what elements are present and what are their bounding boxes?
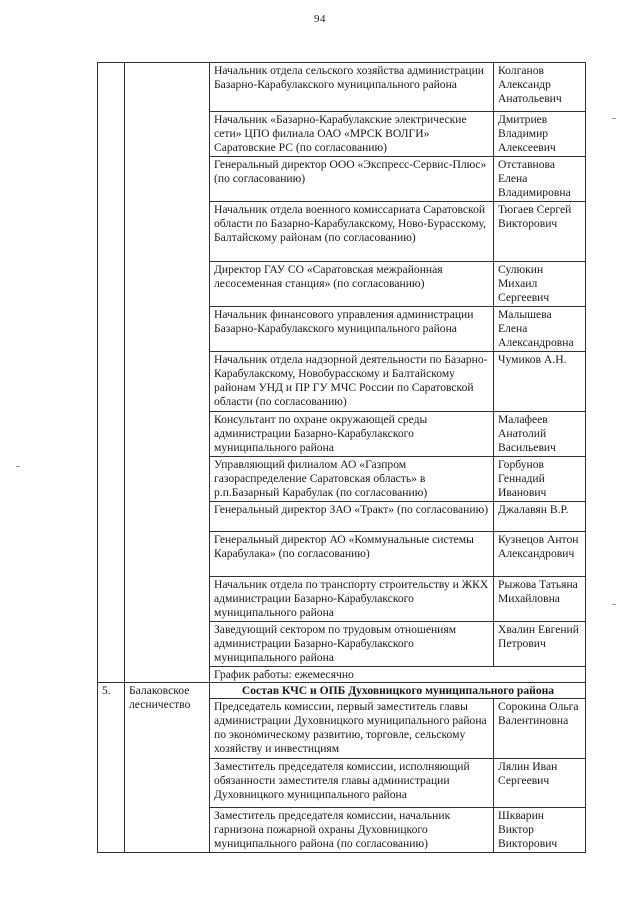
member-name-cell: Рыжова Татьяна Михайловна bbox=[494, 577, 586, 622]
number-cell bbox=[98, 63, 125, 683]
section-title-row bbox=[98, 682, 586, 698]
position-cell: Заместитель председателя комиссии, исполняющий обязанности заместителя главы администрации Духовницкого муниципального района bbox=[210, 758, 494, 807]
section-organization: Балаковское лесничество bbox=[125, 682, 210, 852]
member-name-cell: Джалавян В.Р. bbox=[494, 502, 586, 532]
position-cell: Заведующий сектором по трудовым отношениям администрации Базарно-Карабулакского муниципального района bbox=[210, 622, 494, 667]
member-name-cell: Хвалин Евгений Петрович bbox=[494, 622, 586, 667]
schedule-cell: График работы: ежемесячно bbox=[210, 667, 586, 683]
position-cell: Генеральный директор ЗАО «Тракт» (по согласованию) bbox=[210, 502, 494, 532]
scan-mark bbox=[612, 118, 616, 119]
member-name-cell: Горбунов Геннадий Иванович bbox=[494, 457, 586, 502]
member-name-cell: Колганов Александр Анатольевич bbox=[494, 63, 586, 112]
position-cell: Начальник отдела надзорной деятельности по Базарно-Карабулакскому, Новобурасскому и Балтайскому районам УНД и ПР ГУ МЧС России по Саратовской области (по согласованию) bbox=[210, 352, 494, 412]
position-cell: Начальник финансового управления администрации Базарно-Карабулакского муниципального района bbox=[210, 307, 494, 352]
organization-cell bbox=[125, 63, 210, 683]
scan-mark bbox=[16, 466, 20, 467]
position-cell: Управляющий филиалом АО «Газпром газораспределение Саратовская область» в р.п.Базарный Карабулак (по согласованию) bbox=[210, 457, 494, 502]
position-cell: Директор ГАУ СО «Саратовская межрайонная лесосеменная станция» (по согласованию) bbox=[210, 262, 494, 307]
commission-table bbox=[97, 62, 586, 853]
page-number: 94 bbox=[314, 13, 326, 25]
position-cell: Консультант по охране окружающей среды администрации Базарно-Карабулакского муниципального района bbox=[210, 412, 494, 457]
position-cell: Председатель комиссии, первый заместитель главы администрации Духовницкого муниципального района по экономическому развитию, торговле, сельскому хозяйству и инвестициям bbox=[210, 698, 494, 758]
member-name-cell: Сулюкин Михаил Сергеевич bbox=[494, 262, 586, 307]
member-name-cell: Кузнецов Антон Александрович bbox=[494, 532, 586, 577]
member-name-cell: Лялин Иван Сергеевич bbox=[494, 758, 586, 807]
position-cell: Начальник отдела военного комиссариата Саратовской области по Базарно-Карабулакскому, Ново-Бурасскому, Балтайскому районам (по согласованию) bbox=[210, 202, 494, 262]
member-name-cell: Чумиков А.Н. bbox=[494, 352, 586, 412]
position-cell: Начальник отдела сельского хозяйства администрации Базарно-Карабулакского муниципального района bbox=[210, 63, 494, 112]
member-name-cell: Тюгаев Сергей Викторович bbox=[494, 202, 586, 262]
member-name-cell: Малафеев Анатолий Васильевич bbox=[494, 412, 586, 457]
member-name-cell: Отставнова Елена Владимировна bbox=[494, 157, 586, 202]
section-number: 5. bbox=[98, 682, 125, 852]
position-cell: Генеральный директор АО «Коммунальные системы Карабулака» (по согласованию) bbox=[210, 532, 494, 577]
position-cell: Начальник «Базарно-Карабулакские электрические сети» ЦПО филиала ОАО «МРСК ВОЛГИ» Саратовские РС (по согласованию) bbox=[210, 112, 494, 157]
scan-mark bbox=[612, 604, 616, 605]
position-cell: Заместитель председателя комиссии, начальник гарнизона пожарной охраны Духовницкого муниципального района (по согласованию) bbox=[210, 807, 494, 852]
member-name-cell: Дмитриев Владимир Алексеевич bbox=[494, 112, 586, 157]
table-row bbox=[98, 63, 586, 112]
member-name-cell: Сорокина Ольга Валентиновна bbox=[494, 698, 586, 758]
member-name-cell: Малышева Елена Александровна bbox=[494, 307, 586, 352]
member-name-cell: Шкварин Виктор Викторович bbox=[494, 807, 586, 852]
position-cell: Начальник отдела по транспорту строительству и ЖКХ администрации Базарно-Карабулакского муниципального района bbox=[210, 577, 494, 622]
section-title: Состав КЧС и ОПБ Духовницкого муниципального района bbox=[210, 682, 586, 698]
position-cell: Генеральный директор ООО «Экспресс-Сервис-Плюс» (по согласованию) bbox=[210, 157, 494, 202]
